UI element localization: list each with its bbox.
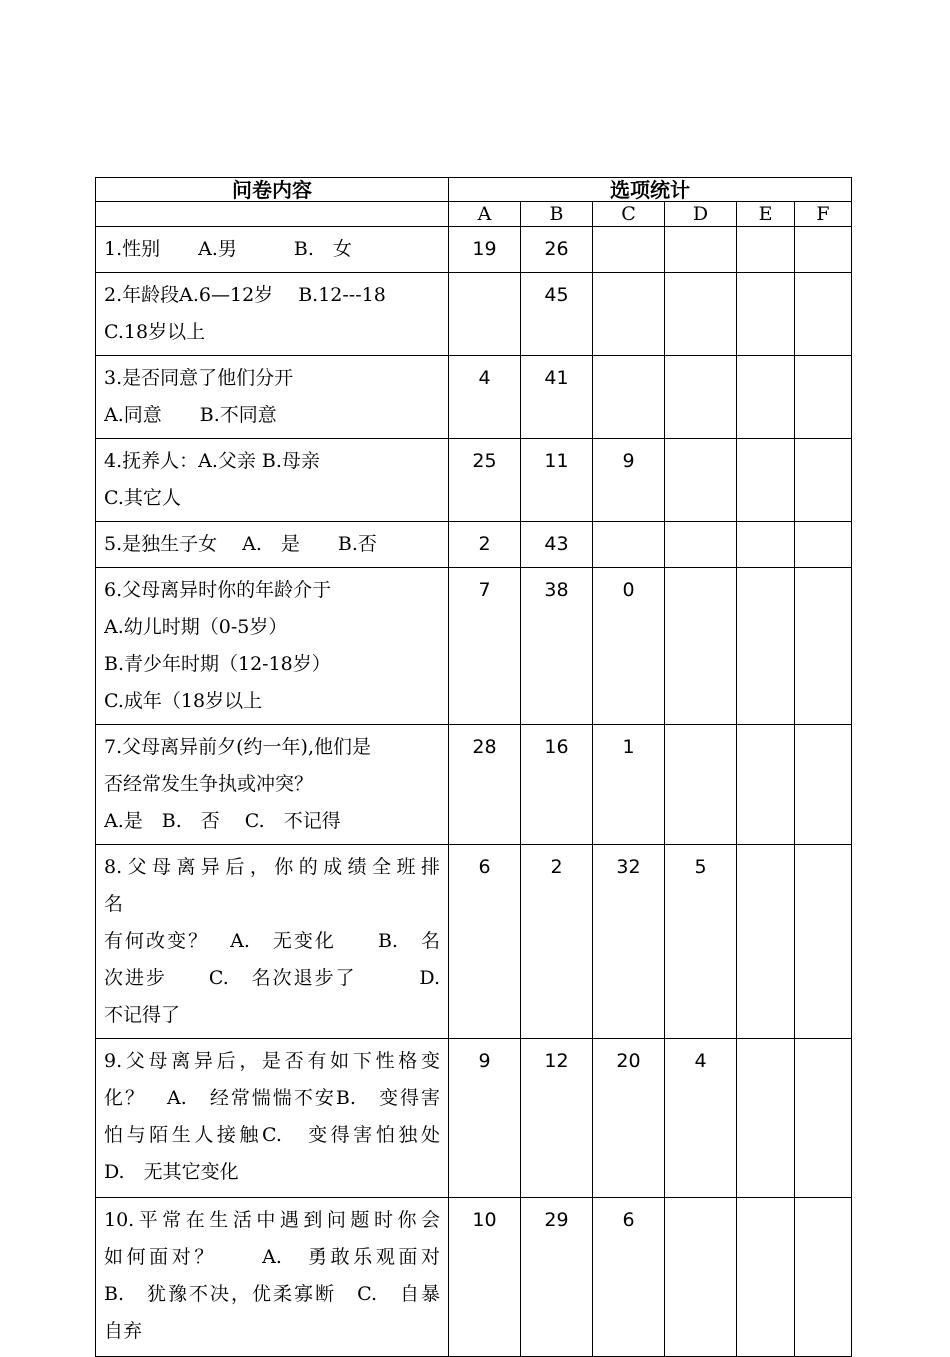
question-cell: [96, 439, 449, 522]
option-e-count: [737, 1039, 795, 1198]
option-d-count: [665, 568, 737, 725]
option-d-count: [665, 227, 737, 273]
option-f-count: [795, 845, 852, 1039]
question-line: 3.是否同意了他们分开: [104, 367, 294, 389]
question-line: B.青少年时期（12-18岁）: [104, 653, 331, 675]
option-b-count: 43: [521, 522, 593, 568]
question-line: 化？ A. 经常惴惴不安B. 变得害: [104, 1087, 440, 1109]
table-row: [96, 568, 852, 725]
question-line: A.同意 B.不同意: [104, 404, 277, 426]
table-row: [96, 1039, 852, 1198]
option-d-count: [665, 725, 737, 845]
option-b-count: 12: [521, 1039, 593, 1198]
question-line: A.是 B. 否 C. 不记得: [104, 810, 341, 832]
question-cell: [96, 273, 449, 356]
header-row: [96, 178, 852, 202]
question-line: 8.父母离异后，你的成绩全班排: [104, 856, 440, 878]
option-c-count: 9: [593, 439, 665, 522]
option-a-header: A: [449, 202, 521, 227]
option-a-count: 9: [449, 1039, 521, 1198]
question-line: C.18岁以上: [104, 321, 206, 343]
option-b-header: B: [521, 202, 593, 227]
option-d-count: 4: [665, 1039, 737, 1198]
table-row: [96, 1198, 852, 1357]
question-line: 自弃: [104, 1320, 143, 1342]
option-e-count: [737, 845, 795, 1039]
option-f-count: [795, 522, 852, 568]
question-line: 怕与陌生人接触C. 变得害怕独处: [104, 1124, 440, 1146]
question-line: 1.性别 A.男 B. 女: [104, 238, 352, 260]
question-rows: [96, 227, 852, 1357]
question-line: 6.父母离异时你的年龄介于: [104, 579, 332, 601]
table-row: [96, 845, 852, 1039]
question-line: B. 犹豫不决，优柔寡断 C. 自暴: [104, 1283, 440, 1305]
option-b-count: 29: [521, 1198, 593, 1357]
option-d-count: [665, 273, 737, 356]
option-b-count: 41: [521, 356, 593, 439]
option-c-count: 6: [593, 1198, 665, 1357]
survey-table: [95, 177, 852, 1357]
option-d-count: [665, 439, 737, 522]
question-line: C.其它人: [104, 487, 181, 509]
option-c-header: C: [593, 202, 665, 227]
table-row: [96, 439, 852, 522]
question-line: 2.年龄段A.6—12岁 B.12---18: [104, 284, 386, 306]
question-cell: [96, 845, 449, 1039]
option-f-count: [795, 227, 852, 273]
option-c-count: [593, 356, 665, 439]
option-e-count: [737, 568, 795, 725]
option-c-count: [593, 273, 665, 356]
option-b-count: 16: [521, 725, 593, 845]
option-b-count: 11: [521, 439, 593, 522]
question-line: 否经常发生争执或冲突？: [104, 773, 314, 795]
option-f-count: [795, 1039, 852, 1198]
question-line: 7.父母离异前夕(约一年),他们是: [104, 736, 371, 758]
option-c-count: 20: [593, 1039, 665, 1198]
option-d-count: [665, 1198, 737, 1357]
option-e-count: [737, 725, 795, 845]
option-a-count: 25: [449, 439, 521, 522]
question-cell: [96, 227, 449, 273]
option-d-count: [665, 522, 737, 568]
question-line: 10.平常在生活中遇到问题时你会: [104, 1209, 440, 1231]
option-e-count: [737, 356, 795, 439]
option-a-count: 6: [449, 845, 521, 1039]
question-line: 名: [104, 893, 124, 915]
table-row: [96, 522, 852, 568]
option-f-count: [795, 1198, 852, 1357]
option-a-count: [449, 273, 521, 356]
question-cell: [96, 1198, 449, 1357]
table-row: [96, 273, 852, 356]
option-e-count: [737, 227, 795, 273]
option-f-header: F: [795, 202, 852, 227]
question-cell: [96, 725, 449, 845]
question-line: D. 无其它变化: [104, 1161, 239, 1183]
option-c-count: 0: [593, 568, 665, 725]
option-d-header: D: [665, 202, 737, 227]
options-header-blank: [96, 202, 449, 227]
option-b-count: 2: [521, 845, 593, 1039]
option-e-count: [737, 522, 795, 568]
option-a-count: 2: [449, 522, 521, 568]
question-line: 9.父母离异后，是否有如下性格变: [104, 1050, 440, 1072]
option-e-count: [737, 1198, 795, 1357]
question-cell: [96, 1039, 449, 1198]
question-line: 有何改变？ A. 无变化 B. 名: [104, 930, 440, 952]
question-line: C.成年（18岁以上: [104, 690, 263, 712]
option-d-count: [665, 356, 737, 439]
option-f-count: [795, 568, 852, 725]
option-c-count: 32: [593, 845, 665, 1039]
option-e-count: [737, 273, 795, 356]
option-d-count: 5: [665, 845, 737, 1039]
header-stats: 选项统计: [449, 178, 852, 202]
option-f-count: [795, 273, 852, 356]
option-c-count: [593, 522, 665, 568]
option-a-count: 19: [449, 227, 521, 273]
option-a-count: 4: [449, 356, 521, 439]
option-f-count: [795, 439, 852, 522]
option-b-count: 26: [521, 227, 593, 273]
option-c-count: 1: [593, 725, 665, 845]
question-cell: [96, 522, 449, 568]
option-f-count: [795, 725, 852, 845]
option-b-count: 38: [521, 568, 593, 725]
table-row: [96, 725, 852, 845]
option-f-count: [795, 356, 852, 439]
question-cell: [96, 568, 449, 725]
question-line: 5.是独生子女 A. 是 B.否: [104, 533, 377, 555]
options-header-row: [96, 202, 852, 227]
header-content: 问卷内容: [96, 178, 449, 202]
question-line: A.幼儿时期（0-5岁）: [104, 616, 288, 638]
option-a-count: 28: [449, 725, 521, 845]
option-a-count: 10: [449, 1198, 521, 1357]
question-line: 次进步 C. 名次退步了 D.: [104, 967, 440, 989]
option-c-count: [593, 227, 665, 273]
option-a-count: 7: [449, 568, 521, 725]
option-e-header: E: [737, 202, 795, 227]
table-row: [96, 227, 852, 273]
option-e-count: [737, 439, 795, 522]
question-cell: [96, 356, 449, 439]
question-line: 4.抚养人：A.父亲 B.母亲: [104, 450, 320, 472]
question-line: 不记得了: [104, 1004, 181, 1026]
table-row: [96, 356, 852, 439]
question-line: 如何面对？ A. 勇敢乐观面对: [104, 1246, 440, 1268]
option-b-count: 45: [521, 273, 593, 356]
